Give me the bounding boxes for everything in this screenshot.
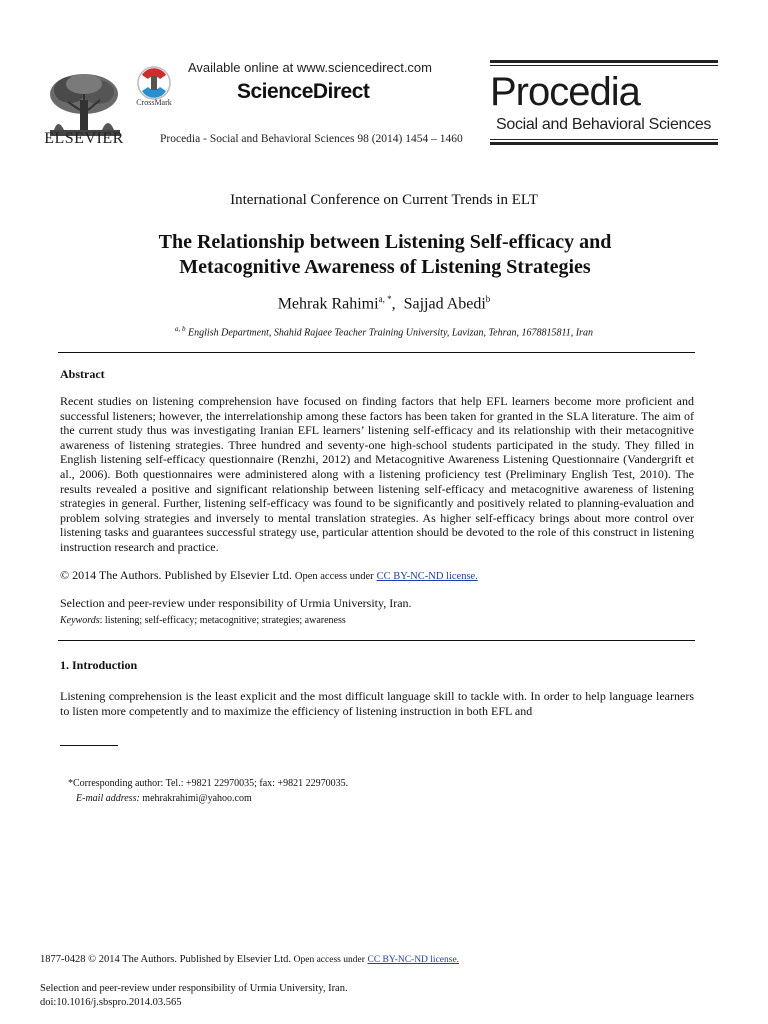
email-note — [76, 793, 252, 804]
footer-license-link[interactable]: CC BY-NC-ND license. — [367, 955, 460, 965]
introduction-heading: 1. Introduction — [60, 658, 138, 672]
peer-review-statement: Selection and peer-review under responsibility of Urmia University, Iran. — [60, 596, 412, 610]
affiliation-text: English Department, Shahid Rajaee Teacher Training University, Lavizan, Tehran, 1678815811, Iran — [188, 327, 593, 339]
footer-peer-review: Selection and peer-review under responsibility of Urmia University, Iran. — [40, 983, 348, 994]
abstract-top-rule — [58, 352, 695, 353]
license-link[interactable]: CC BY-NC-ND license. — [376, 571, 478, 582]
abstract-heading: Abstract — [60, 367, 105, 381]
affiliation-sup: a, b — [175, 325, 186, 333]
email-address[interactable]: mehrakrahimi@yahoo.com — [142, 793, 252, 804]
available-online-link[interactable]: Available online at www.sciencedirect.com — [188, 60, 432, 75]
procedia-wordmark: Procedia — [490, 70, 640, 114]
author-2: Sajjad Abedi — [403, 295, 486, 313]
copyright-line — [60, 568, 478, 583]
journal-citation: Procedia - Social and Behavioral Sciences 98 (2014) 1454 – 1460 — [160, 133, 463, 145]
sciencedirect-wordmark: ScienceDirect — [237, 80, 370, 103]
title-line-2: Metacognitive Awareness of Listening Strategies — [179, 256, 591, 278]
corresponding-author-note: *Corresponding author: Tel.: +9821 22970035; fax: +9821 22970035. — [68, 778, 349, 789]
email-label: E-mail address: — [76, 793, 140, 804]
keywords — [60, 615, 346, 626]
title-line-1: The Relationship between Listening Self-efficacy and — [158, 231, 612, 253]
author-1: Mehrak Rahimi — [277, 295, 379, 313]
abstract-text: Recent studies on listening comprehension have focused on finding factors that help EFL learners become more proficient and successful listeners; however, the interrelationship among these factors has been taken for granted in the SLA literature. The aim of the current study thus was investigating Iranian EFL learners’ listening self-efficacy and its relationship with their metacognitive awareness of listening strategies. Three hundred and seventy-one high-school students participated in the study. They filled in English listening self-efficacy questionnaire (Renzhi, 2012) and Metacognitive Awareness Listening Questionnaire (Vandergrift et al., 2006). Both questionnaires were administered along with a listening proficiency test (Preliminary English Test, 2010). The results revealed a positive and significant relationship between listening self-efficacy and metacognitive awareness of listening strategies in general. Further, listening self-efficacy was found to be significantly and positively related to planning-evaluation and problem solving strategies and inversely to mental translation strategies. As higher self-efficacy brings about more control over listening tasks and guarantees successful strategy use, particular attention should be devoted to the role of this construct in listening instruction research and practice. — [60, 394, 694, 554]
footnote-rule — [60, 745, 118, 746]
procedia-subtitle: Social and Behavioral Sciences — [496, 116, 712, 133]
author-1-sup: a, * — [378, 294, 392, 304]
footer-copyright — [40, 954, 459, 965]
author-separator: , — [391, 295, 396, 313]
affiliation — [0, 325, 768, 338]
keywords-label: Keywords — [60, 615, 100, 626]
procedia-logo — [490, 60, 718, 146]
crossmark-label: CrossMark — [136, 98, 172, 107]
paper-title — [60, 230, 710, 280]
abstract-bottom-rule — [58, 640, 695, 641]
footer-doi[interactable]: doi:10.1016/j.sbspro.2014.03.565 — [40, 997, 182, 1008]
author-list — [0, 294, 768, 313]
open-access-label: Open access under — [294, 571, 374, 582]
elsevier-wordmark: ELSEVIER — [44, 130, 124, 147]
keywords-text: : listening; self-efficacy; metacognitive; strategies; awareness — [99, 615, 346, 626]
conference-name: International Conference on Current Trends in ELT — [230, 192, 538, 208]
footer-issn-copyright: 1877-0428 © 2014 The Authors. Published by Elsevier Ltd. — [40, 954, 292, 965]
footer-open-access-label: Open access under — [293, 955, 365, 965]
introduction-text: Listening comprehension is the least explicit and the most difficult language skill to tackle with. In order to help language learners to listen more competently and to maximize the efficiency of listening instruction in both EFL and — [60, 689, 694, 718]
author-2-sup: b — [485, 294, 491, 304]
copyright-text: © 2014 The Authors. Published by Elsevier Ltd. — [60, 568, 292, 582]
